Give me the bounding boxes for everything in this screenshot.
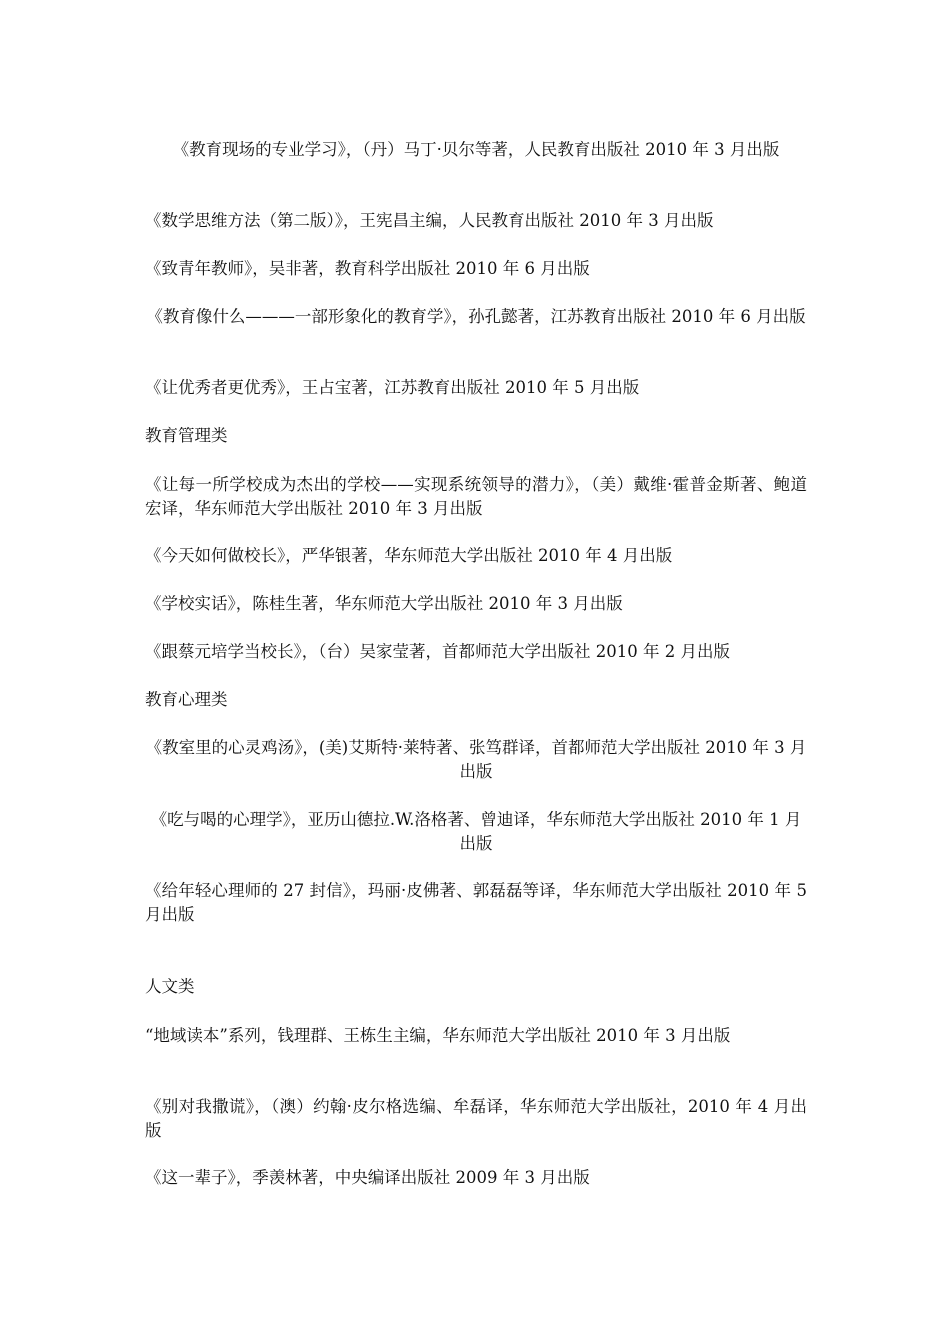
book-entry: 《学校实话》，陈桂生著，华东师范大学出版社 2010 年 3 月出版 <box>145 594 623 613</box>
book-entry: “地域读本”系列，钱理群、王栋生主编，华东师范大学出版社 2010 年 3 月出版 <box>145 1026 731 1045</box>
book-entry: 《吃与喝的心理学》，亚历山德拉.W.洛格著、曾迪译，华东师范大学出版社 2010 年 1 月出版 <box>150 810 802 853</box>
book-entry: 《让优秀者更优秀》，王占宝著，江苏教育出版社 2010 年 5 月出版 <box>145 378 640 397</box>
book-entry: 《致青年教师》，吴非著，教育科学出版社 2010 年 6 月出版 <box>145 259 590 278</box>
book-entry: 《数学思维方法（第二版）》，王宪昌主编，人民教育出版社 2010 年 3 月出版 <box>145 211 714 230</box>
book-entry: 《别对我撒谎》，（澳）约翰·皮尔格选编、牟磊译，华东师范大学出版社，2010 年 4 月出版 <box>145 1097 807 1140</box>
book-entry: 《让每一所学校成为杰出的学校——实现系统领导的潜力》，（美）戴维·霍普金斯著、鲍道宏译，华东师范大学出版社 2010 年 3 月出版 <box>145 475 807 518</box>
book-entry: 《给年轻心理师的 27 封信》，玛丽·皮佛著、郭磊磊等译，华东师范大学出版社 2010 年 5 月出版 <box>145 881 807 924</box>
section-heading: 教育心理类 <box>145 690 228 709</box>
book-entry: 《跟蔡元培学当校长》，（台）吴家莹著，首都师范大学出版社 2010 年 2 月出版 <box>145 642 730 661</box>
book-entry: 《这一辈子》，季羡林著，中央编译出版社 2009 年 3 月出版 <box>145 1168 590 1187</box>
book-entry: 《教育像什么———一部形象化的教育学》，孙孔懿著，江苏教育出版社 2010 年 6 月出版 <box>146 307 806 326</box>
section-heading: 教育管理类 <box>145 426 228 445</box>
section-heading: 人文类 <box>145 977 195 996</box>
book-entry: 《今天如何做校长》，严华银著，华东师范大学出版社 2010 年 4 月出版 <box>145 546 673 565</box>
book-entry: 《教育现场的专业学习》，（丹）马丁·贝尔等著，人民教育出版社 2010 年 3 月出版 <box>172 140 780 159</box>
book-entry: 《教室里的心灵鸡汤》，(美)艾斯特·莱特著、张笃群译，首都师范大学出版社 2010 年 3 月出版 <box>145 738 807 781</box>
